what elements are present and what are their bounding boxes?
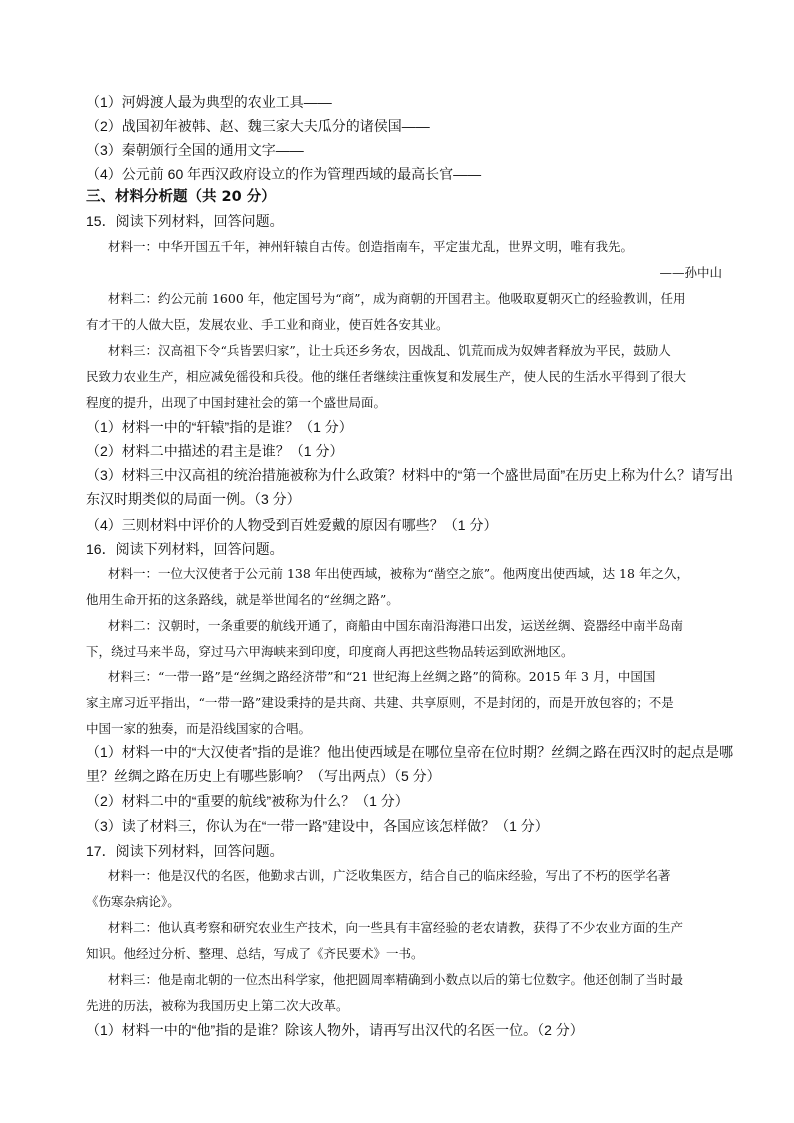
q15-material-3-line-2: 民致力农业生产，相应减免徭役和兵役。他的继任者继续注重恢复和发展生产，使人民的生活水平得到了很大 <box>86 369 687 384</box>
q16-question-3: （3）读了材料三，你认为在“一带一路”建设中，各国应该怎样做？（1 分） <box>86 818 549 834</box>
q16-material-1-line-1: 材料一：一位大汉使者于公元前 138 年出使西域，被称为“凿空之旅”。他两度出使西域，达 18 年之久， <box>108 566 689 581</box>
q15-stem: 15．阅读下列材料，回答问题。 <box>86 213 284 229</box>
q16-material-3-line-1: 材料三：“一带一路”是“丝绸之路经济带”和“21 世纪海上丝绸之路”的简称。2015 年 3 月，中国国 <box>108 669 656 684</box>
q15-question-3-line-2: 东汉时期类似的局面一例。（3 分） <box>86 491 301 507</box>
q17-material-3-line-1: 材料三：他是南北朝的一位杰出科学家，他把圆周率精确到小数点以后的第七位数字。他还创制了当时最 <box>108 972 684 987</box>
q15-material-2-line-2: 有才干的人做大臣，发展农业、手工业和商业，使百姓各安其业。 <box>86 317 449 332</box>
q15-question-3-line-1: （3）材料三中汉高祖的统治措施被称为什么政策？材料中的“第一个盛世局面”在历史上称为什么？请写出 <box>86 467 734 483</box>
q17-material-2-line-1: 材料二：他认真考察和研究农业生产技术，向一些具有丰富经验的老农请教，获得了不少农业方面的生产 <box>108 920 684 935</box>
q15-material-1: 材料一：中华开国五千年，神州轩辕自古传。创造指南车，平定蚩尤乱，世界文明，唯有我先。 <box>108 239 634 254</box>
q16-material-1-line-2: 他用生命开拓的这条路线，就是举世闻名的“丝绸之路”。 <box>86 592 399 607</box>
section-3-title: 三、材料分析题（共 20 分） <box>86 189 276 205</box>
q16-material-3-line-3: 中国一家的独奏，而是沿线国家的合唱。 <box>86 721 312 736</box>
q17-question-1: （1）材料一中的“他”指的是谁？除该人物外，请再写出汉代的名医一位。（2 分） <box>86 1022 584 1038</box>
q17-material-2-line-2: 知识。他经过分析、整理、总结，写成了《齐民要术》一书。 <box>86 946 424 961</box>
q16-stem: 16．阅读下列材料，回答问题。 <box>86 541 284 557</box>
q17-stem: 17．阅读下列材料，回答问题。 <box>86 843 284 859</box>
q16-material-3-line-2: 家主席习近平指出，“一带一路”建设秉持的是共商、共建、共享原则，不是封闭的，而是开放包容的；不是 <box>86 695 674 710</box>
q17-material-1-line-2: 《伤寒杂病论》。 <box>86 894 180 909</box>
q15-material-2-line-1: 材料二：约公元前 1600 年，他定国号为“商”，成为商朝的开国君主。他吸取夏朝灭亡的经验教训，任用 <box>108 291 686 306</box>
fill-in-item-4: （4）公元前 60 年西汉政府设立的作为管理西域的最高长官—— <box>86 166 482 182</box>
q16-question-1-line-1: （1）材料一中的“大汉使者”指的是谁？他出使西域是在哪位皇帝在位时期？丝绸之路在西汉时的起点是哪 <box>86 744 734 760</box>
q15-question-1: （1）材料一中的“轩辕”指的是谁？（1 分） <box>86 419 353 435</box>
fill-in-item-3: （3）秦朝颁行全国的通用文字—— <box>86 142 304 158</box>
q16-material-2-line-2: 下，绕过马来半岛，穿过马六甲海峡来到印度，印度商人再把这些物品转运到欧洲地区。 <box>86 644 574 659</box>
q15-material-3-line-3: 程度的提升，出现了中国封建社会的第一个盛世局面。 <box>86 395 387 410</box>
q16-question-1-line-2: 里？丝绸之路在历史上有哪些影响？（写出两点）（5 分） <box>86 768 441 784</box>
q17-material-3-line-2: 先进的历法，被称为我国历史上第二次大改革。 <box>86 998 349 1013</box>
q16-material-2-line-1: 材料二：汉朝时，一条重要的航线开通了，商船由中国东南沿海港口出发，运送丝绸、瓷器经中南半岛南 <box>108 618 684 633</box>
q17-material-1-line-1: 材料一：他是汉代的名医，他勤求古训，广泛收集医方，结合自己的临床经验，写出了不朽的医学名著 <box>108 868 671 883</box>
q15-question-2: （2）材料二中描述的君主是谁？（1 分） <box>86 443 344 459</box>
q15-material-1-source: ——孙中山 <box>659 265 722 280</box>
q15-question-4: （4）三则材料中评价的人物受到百姓爱戴的原因有哪些？（1 分） <box>86 517 498 533</box>
q16-question-2: （2）材料二中的“重要的航线”被称为什么？（1 分） <box>86 793 409 809</box>
fill-in-item-2: （2）战国初年被韩、赵、魏三家大夫瓜分的诸侯国—— <box>86 118 430 134</box>
fill-in-item-1: （1）河姆渡人最为典型的农业工具—— <box>86 94 332 110</box>
q15-material-3-line-1: 材料三：汉高祖下令“兵皆罢归家”，让士兵还乡务农，因战乱、饥荒而成为奴婢者释放为平民，鼓励人 <box>108 343 671 358</box>
